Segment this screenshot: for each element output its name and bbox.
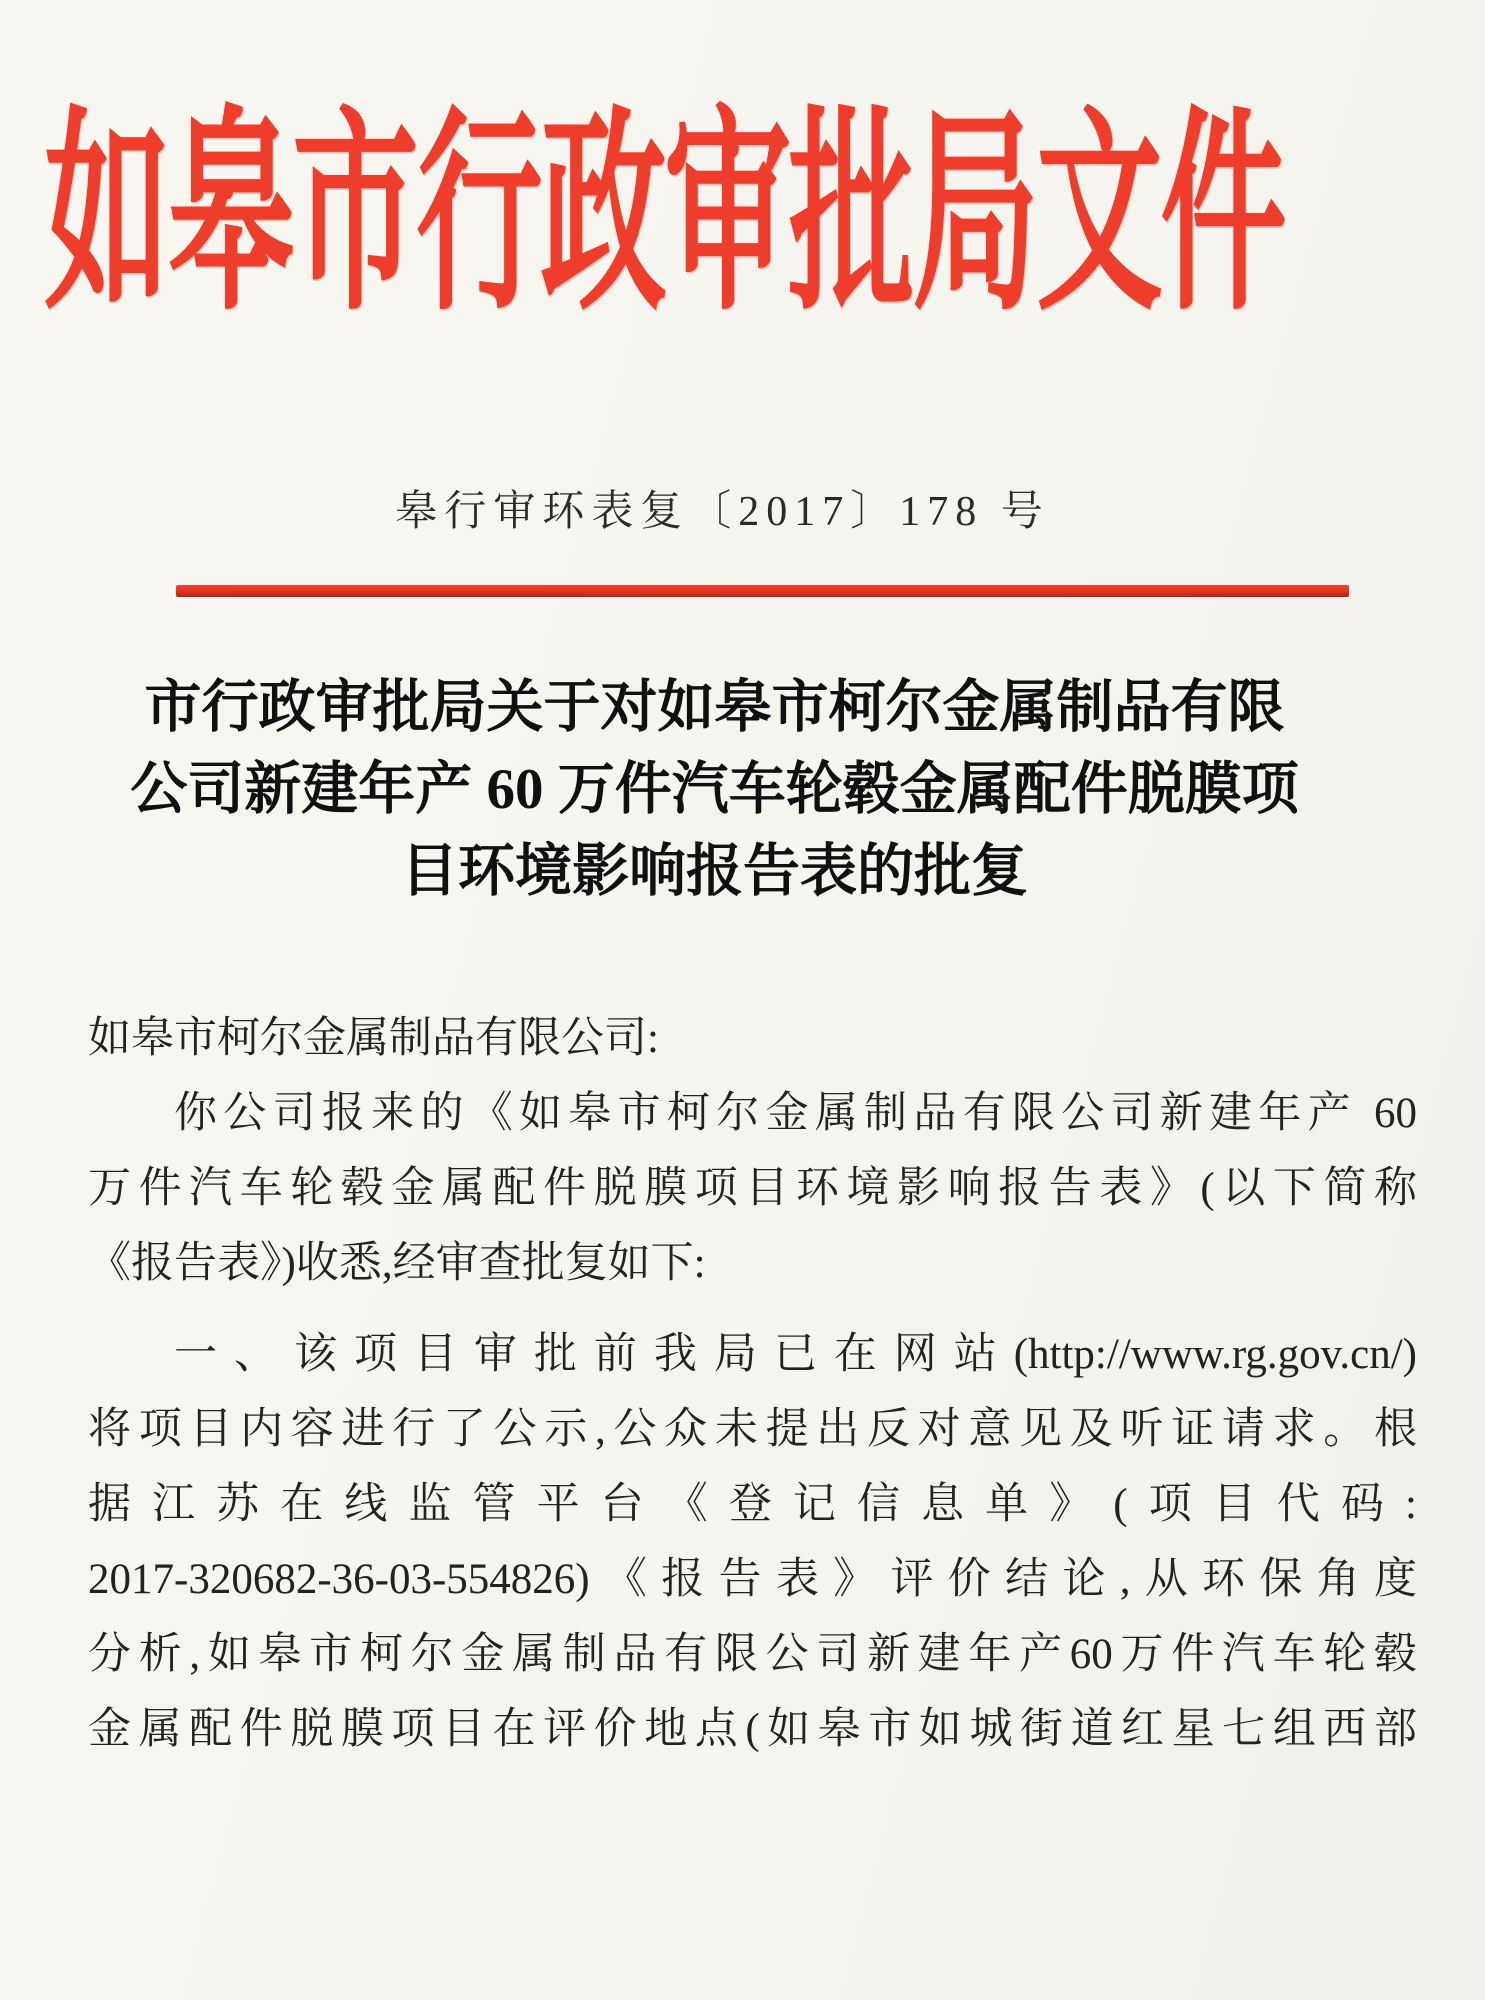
document-body	[88, 1001, 1417, 1767]
salutation-line: 如皋市柯尔金属制品有限公司:	[88, 1015, 659, 1062]
body-line: 你公司报来的《如皋市柯尔金属制品有限公司新建年产 60	[174, 1090, 1417, 1137]
document-title	[50, 667, 1379, 913]
body-line: 2017-320682-36-03-554826)《报告表》评价结论,从环保角度	[88, 1556, 1417, 1603]
red-divider-rule	[176, 585, 1349, 597]
body-line: 将项目内容进行了公示,公众未提出反对意见及听证请求。根	[88, 1406, 1417, 1453]
body-line: 一、该项目审批前我局已在网站(http://www.rg.gov.cn/)	[174, 1331, 1417, 1378]
agency-header-text: 如皋市行政审批局文件	[44, 97, 1285, 337]
agency-header-banner	[0, 97, 1329, 337]
document-content	[0, 97, 1485, 1767]
title-line-2: 公司新建年产 60 万件汽车轮毂金属配件脱膜项	[130, 758, 1299, 821]
body-line: 分析,如皋市柯尔金属制品有限公司新建年产60万件汽车轮毂	[88, 1631, 1417, 1678]
document-reference-number: 皋行审环表复〔2017〕178 号	[395, 489, 1050, 535]
body-line: 金属配件脱膜项目在评价地点(如皋市如城街道红星七组西部	[88, 1706, 1417, 1753]
title-line-1: 市行政审批局关于对如皋市柯尔金属制品有限	[144, 676, 1285, 739]
body-line: 据江苏在线监管平台《登记信息单》(项目代码:	[88, 1481, 1417, 1528]
body-line: 万件汽车轮毂金属配件脱膜项目环境影响报告表》(以下简称	[88, 1165, 1417, 1212]
body-line: 《报告表》)收悉,经审查批复如下:	[88, 1240, 706, 1287]
title-line-3: 目环境影响报告表的批复	[401, 840, 1028, 903]
